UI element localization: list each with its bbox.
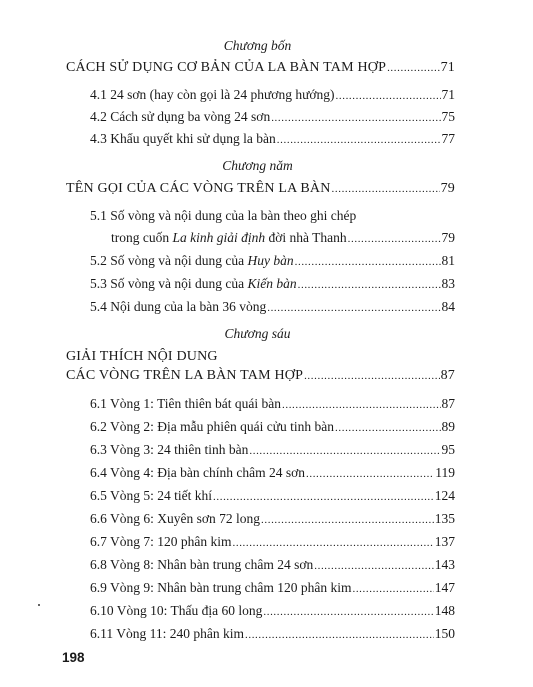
page-ref: 124 bbox=[434, 488, 455, 503]
dot-leader bbox=[263, 604, 433, 620]
book-title: Kiến bàn bbox=[247, 276, 297, 291]
toc-entry bbox=[90, 131, 455, 148]
page-ref: 79 bbox=[440, 181, 455, 196]
page-ref: 84 bbox=[441, 299, 455, 314]
chapter-title: Chương sáu bbox=[224, 326, 291, 341]
page-ref: 95 bbox=[441, 442, 455, 457]
entry-text: 6.8 Vòng 8: Nhân bàn trung châm 24 sơn bbox=[90, 557, 314, 572]
toc-entry bbox=[90, 109, 455, 126]
page-ref: 83 bbox=[441, 276, 455, 291]
entry-text: 5.3 Số vòng và nội dung của bbox=[90, 276, 248, 291]
chapter-heading bbox=[66, 368, 455, 384]
dot-leader bbox=[332, 181, 440, 197]
dot-leader bbox=[267, 300, 440, 316]
page-ref: 147 bbox=[434, 580, 455, 595]
entry-text: 6.3 Vòng 3: 24 thiên tinh bàn bbox=[90, 442, 249, 457]
dot-leader bbox=[282, 397, 441, 413]
page-ref: 135 bbox=[434, 511, 455, 526]
page-ref: 71 bbox=[440, 60, 455, 75]
page-ref: 75 bbox=[441, 109, 455, 124]
page-ref: 119 bbox=[435, 465, 455, 480]
page-ref: 87 bbox=[441, 396, 455, 411]
entry-text: 6.7 Vòng 7: 120 phân kim bbox=[90, 534, 232, 549]
toc-entry-line bbox=[90, 208, 356, 224]
entry-text: 5.2 Số vòng và nội dung của bbox=[90, 253, 248, 268]
toc-entry bbox=[90, 626, 455, 643]
entry-text: trong cuốn bbox=[111, 230, 173, 245]
dot-leader bbox=[245, 627, 434, 643]
page-ref: 137 bbox=[434, 534, 455, 549]
toc-entry bbox=[90, 465, 455, 482]
chapter-heading bbox=[66, 181, 455, 197]
toc-entry bbox=[111, 230, 455, 247]
chapter-title: Chương năm bbox=[222, 158, 293, 173]
toc-entry bbox=[90, 253, 455, 270]
chapter-heading bbox=[66, 60, 455, 76]
page-ref: 143 bbox=[434, 557, 455, 572]
entry-text: 6.1 Vòng 1: Tiên thiên bát quái bàn bbox=[90, 396, 281, 411]
dot-leader bbox=[352, 581, 433, 597]
toc-entry bbox=[90, 396, 455, 413]
scan-speck bbox=[38, 604, 40, 606]
heading-text: TÊN GỌI CỦA CÁC VÒNG TRÊN LA BÀN bbox=[66, 181, 331, 196]
dot-leader bbox=[277, 132, 441, 148]
heading-text: CÁCH SỬ DỤNG CƠ BẢN CỦA LA BÀN TAM HỢP bbox=[66, 60, 387, 75]
dot-leader bbox=[304, 368, 440, 384]
entry-text: 6.5 Vòng 5: 24 tiết khí bbox=[90, 488, 213, 503]
page-ref: 148 bbox=[434, 603, 455, 618]
toc-entry bbox=[90, 442, 455, 459]
entry-text: 6.9 Vòng 9: Nhân bàn trung châm 120 phân kim bbox=[90, 580, 352, 595]
entry-text: 6.4 Vòng 4: Địa bàn chính châm 24 sơn bbox=[90, 465, 305, 480]
dot-leader bbox=[335, 420, 440, 436]
toc-entry bbox=[90, 603, 455, 620]
book-title: La kinh giải định bbox=[172, 230, 266, 245]
dot-leader bbox=[314, 558, 434, 574]
page-ref: 87 bbox=[440, 368, 455, 383]
dot-leader bbox=[295, 254, 441, 270]
chapter-title: Chương bốn bbox=[223, 38, 292, 53]
toc-entry bbox=[90, 299, 455, 316]
entry-text: 4.2 Cách sử dụng ba vòng 24 sơn bbox=[90, 109, 271, 124]
entry-text: 6.10 Vòng 10: Thấu địa 60 long bbox=[90, 603, 263, 618]
dot-leader bbox=[348, 231, 441, 247]
chapter-heading-line bbox=[66, 349, 218, 365]
dot-leader bbox=[249, 443, 440, 459]
entry-text: 4.1 24 sơn (hay còn gọi là 24 phương hướng) bbox=[90, 87, 335, 102]
dot-leader bbox=[213, 489, 434, 505]
dot-leader bbox=[298, 277, 441, 293]
toc-entry bbox=[90, 511, 455, 528]
entry-text: đời nhà Thanh bbox=[265, 230, 347, 245]
entry-text: 5.4 Nội dung của la bàn 36 vòng bbox=[90, 299, 267, 314]
dot-leader bbox=[336, 88, 441, 104]
page-ref: 79 bbox=[441, 230, 455, 245]
book-title: Huy bàn bbox=[247, 253, 294, 268]
page-ref: 89 bbox=[441, 419, 455, 434]
toc-entry bbox=[90, 488, 455, 505]
page-ref: 71 bbox=[441, 87, 455, 102]
page-ref: 77 bbox=[441, 131, 455, 146]
page-ref: 81 bbox=[441, 253, 455, 268]
dot-leader bbox=[271, 110, 440, 126]
dot-leader bbox=[387, 60, 440, 76]
toc-entry bbox=[90, 276, 455, 293]
toc-entry bbox=[90, 534, 455, 551]
toc-entry bbox=[90, 557, 455, 574]
toc-entry bbox=[90, 87, 455, 104]
dot-leader bbox=[233, 535, 434, 551]
heading-text: CÁC VÒNG TRÊN LA BÀN TAM HỢP bbox=[66, 368, 304, 383]
heading-text: GIẢI THÍCH NỘI DUNG bbox=[66, 349, 218, 364]
entry-text: 6.6 Vòng 6: Xuyên sơn 72 long bbox=[90, 511, 261, 526]
entry-text: 4.3 Khẩu quyết khi sử dụng la bàn bbox=[90, 131, 276, 146]
toc-entry bbox=[90, 580, 455, 597]
page-number: 198 bbox=[62, 650, 85, 665]
dot-leader bbox=[306, 466, 434, 482]
toc-entry bbox=[90, 419, 455, 436]
entry-text: 6.2 Vòng 2: Địa mẫu phiên quái cửu tinh bàn bbox=[90, 419, 335, 434]
entry-text: 6.11 Vòng 11: 240 phân kim bbox=[90, 626, 244, 641]
dot-leader bbox=[261, 512, 434, 528]
entry-text: 5.1 Số vòng và nội dung của la bàn theo ghi chép bbox=[90, 208, 357, 223]
page-ref: 150 bbox=[434, 626, 455, 641]
